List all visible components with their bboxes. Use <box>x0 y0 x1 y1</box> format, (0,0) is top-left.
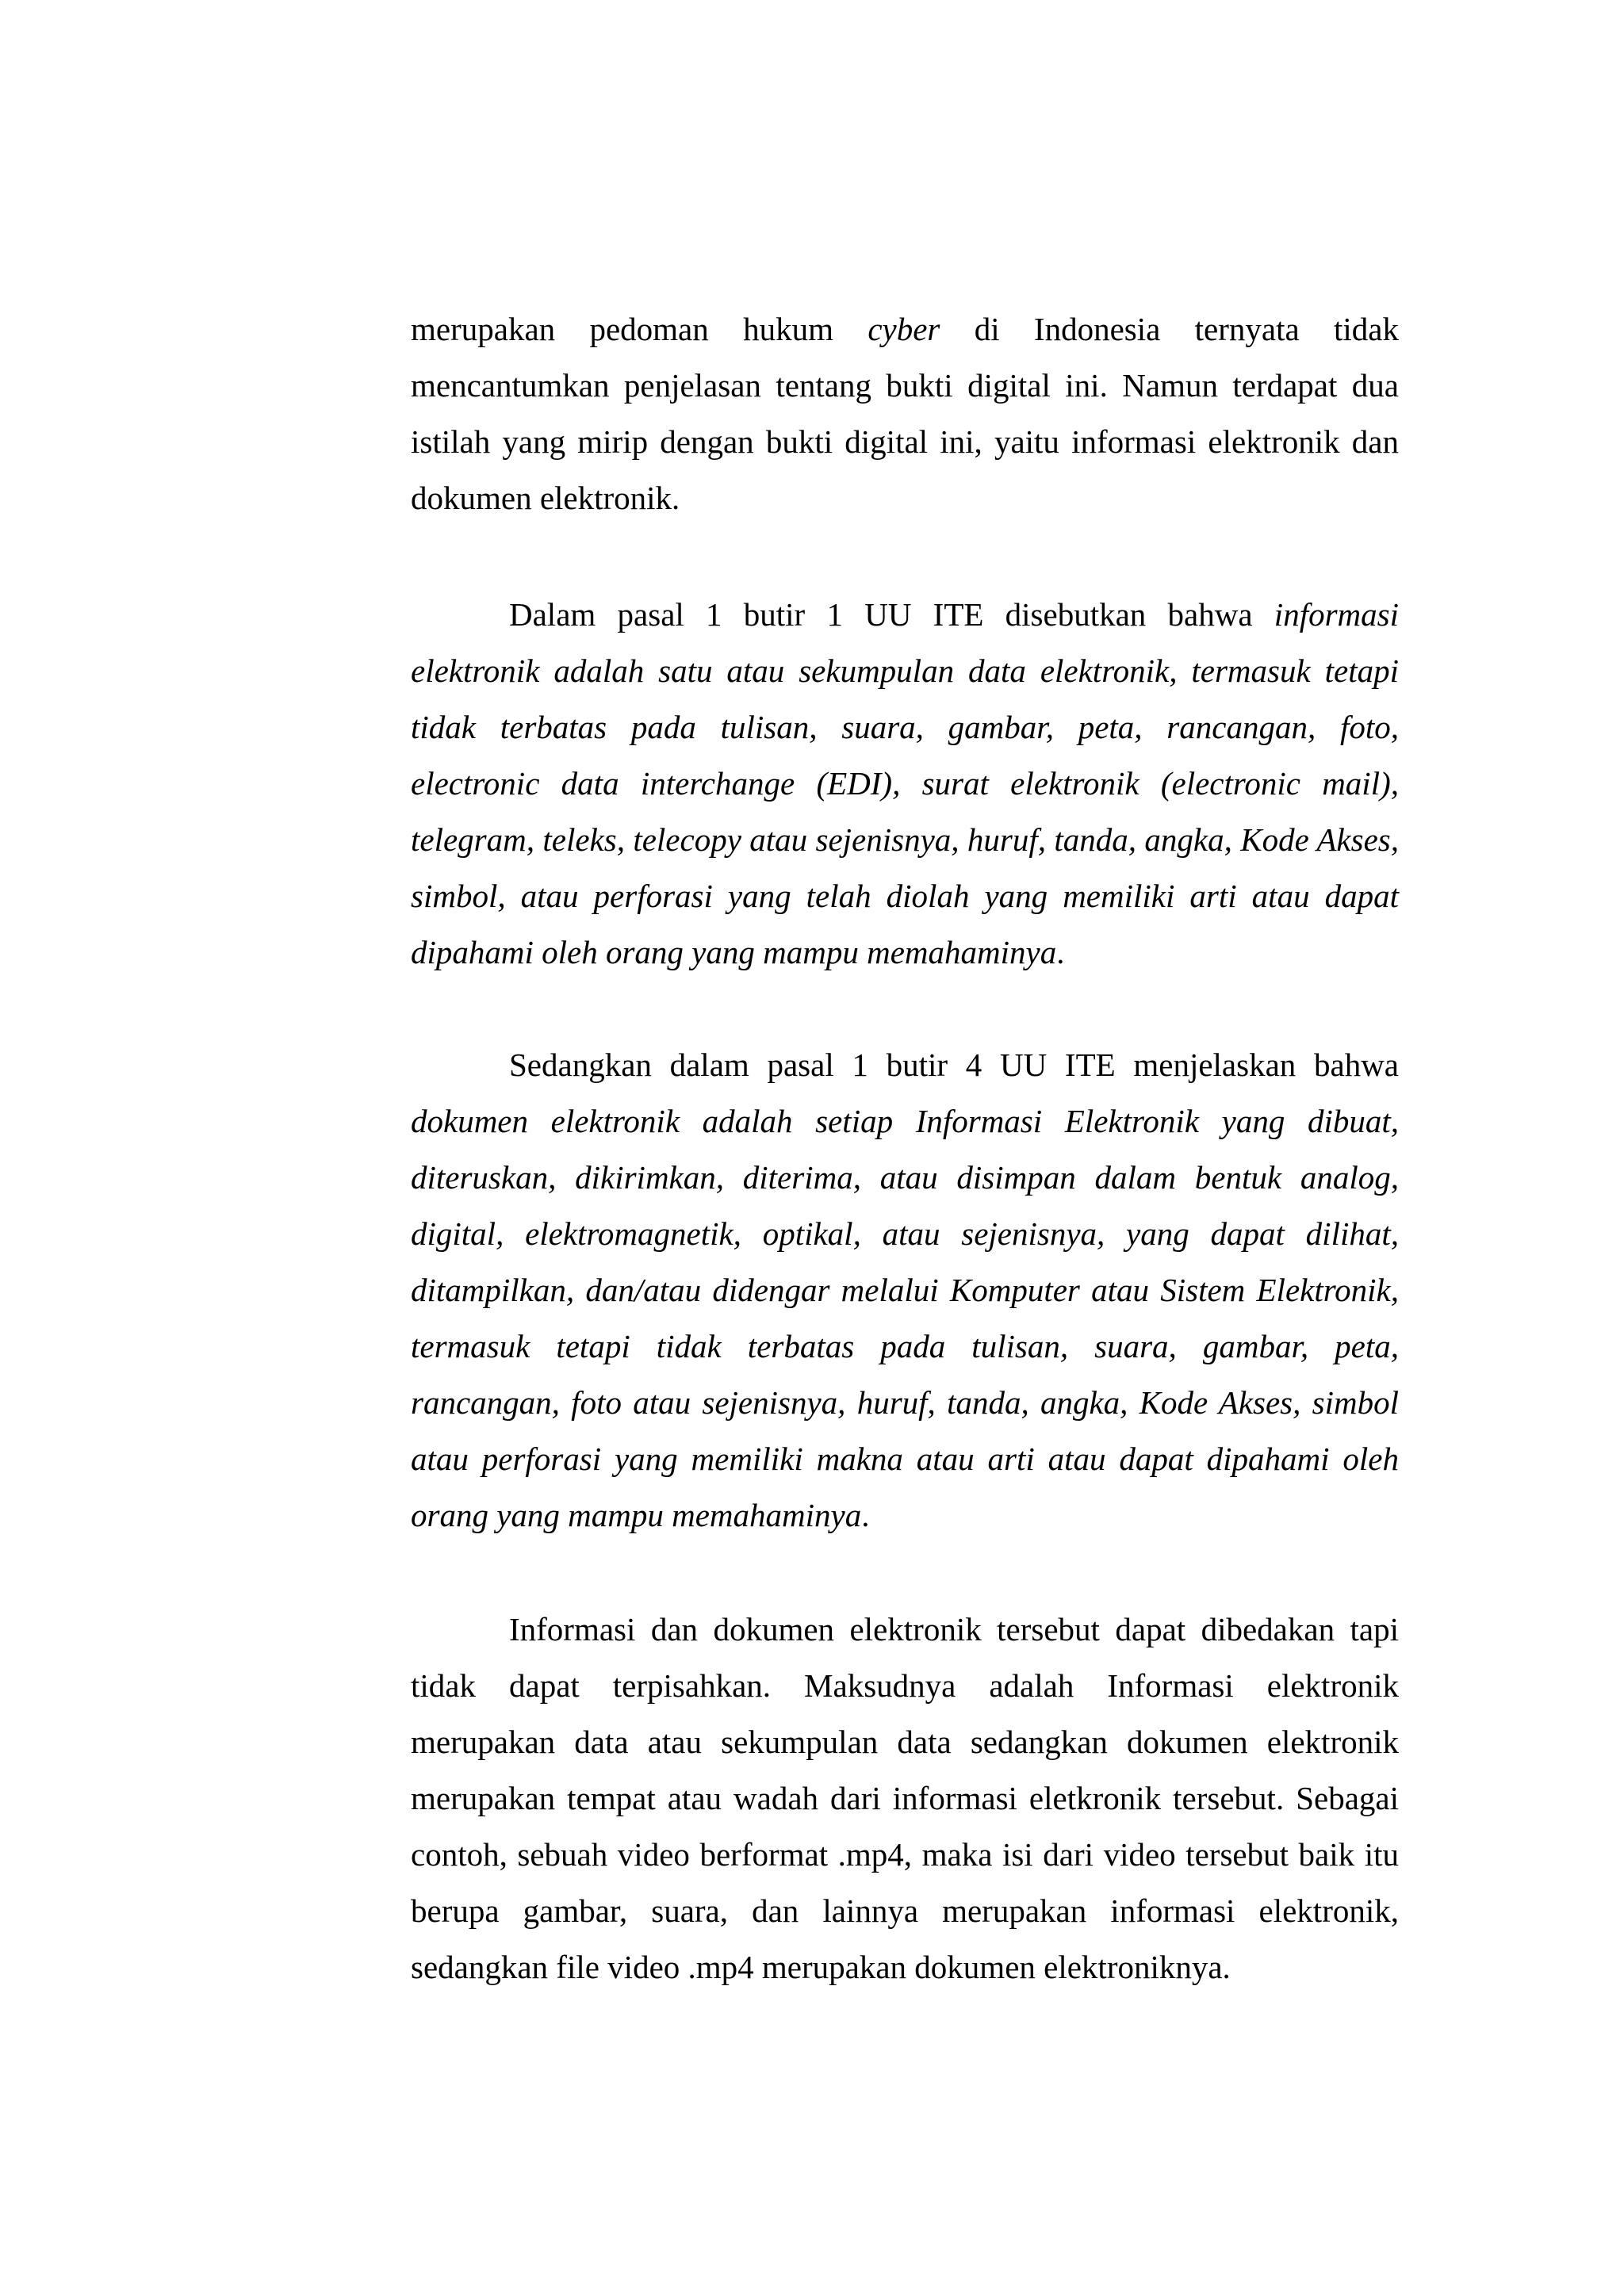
paragraph-2 <box>411 587 1399 981</box>
paragraph-4-segment-1: Informasi dan dokumen elektronik tersebut dapat dibedakan tapi tidak dapat terpisahkan. Maksudnya adalah Informasi elektronik merupakan data atau sekumpulan data sedangkan dokumen elektronik merupakan tempat atau wadah dari informasi eletkronik tersebut. Sebagai contoh, sebuah video berformat .mp4, maka isi dari video tersebut baik itu berupa gambar, suara, dan lainnya merupakan informasi elektronik, sedangkan file video .mp4 merupakan dokumen elektroniknya. <box>411 1611 1399 1985</box>
paragraph-4-text <box>411 1601 1399 1996</box>
paragraph-3-italic-definition: dokumen elektronik adalah setiap Informasi Elektronik yang dibuat, diteruskan, dikirimkan, diterima, atau disimpan dalam bentuk analog, digital, elektromagnetik, optikal, atau sejenisnya, yang dapat dilihat, ditampilkan, dan/atau didengar melalui Komputer atau Sistem Elektronik, termasuk tetapi tidak terbatas pada tulisan, suara, gambar, peta, rancangan, foto atau sejenisnya, huruf, tanda, angka, Kode Akses, simbol atau perforasi yang memiliki makna atau arti atau dapat dipahami oleh orang yang mampu memahaminya <box>411 1103 1399 1533</box>
paragraph-2-italic-definition: informasi elektronik adalah satu atau sekumpulan data elektronik, termasuk tetapi tidak terbatas pada tulisan, suara, gambar, peta, rancangan, foto, electronic data interchange (EDI), surat elektronik (electronic mail), telegram, teleks, telecopy atau sejenisnya, huruf, tanda, angka, Kode Akses, simbol, atau perforasi yang telah diolah yang memiliki arti atau dapat dipahami oleh orang yang mampu memahaminya <box>411 596 1399 970</box>
paragraph-2-text <box>411 587 1399 981</box>
paragraph-1-text <box>411 301 1399 526</box>
paragraph-3-segment-1: Sedangkan dalam pasal 1 butir 4 UU ITE menjelaskan bahwa <box>509 1047 1399 1083</box>
paragraph-1-segment-1: merupakan pedoman hukum <box>411 311 868 347</box>
paragraph-3-text <box>411 1037 1399 1544</box>
paragraph-3-segment-3: . <box>861 1497 870 1533</box>
paragraph-2-segment-1: Dalam pasal 1 butir 1 UU ITE disebutkan bahwa <box>509 596 1274 633</box>
paragraph-1 <box>411 301 1399 526</box>
paragraph-3 <box>411 1037 1399 1544</box>
paragraph-2-segment-3: . <box>1056 934 1065 970</box>
paragraph-4 <box>411 1601 1399 1996</box>
paragraph-1-segment-3: di Indonesia ternyata tidak mencantumkan penjelasan tentang bukti digital ini. Namun terdapat dua istilah yang mirip dengan bukti digital ini, yaitu informasi elektronik dan dokumen elektronik. <box>411 311 1399 516</box>
paragraph-1-italic-term: cyber <box>868 311 940 347</box>
